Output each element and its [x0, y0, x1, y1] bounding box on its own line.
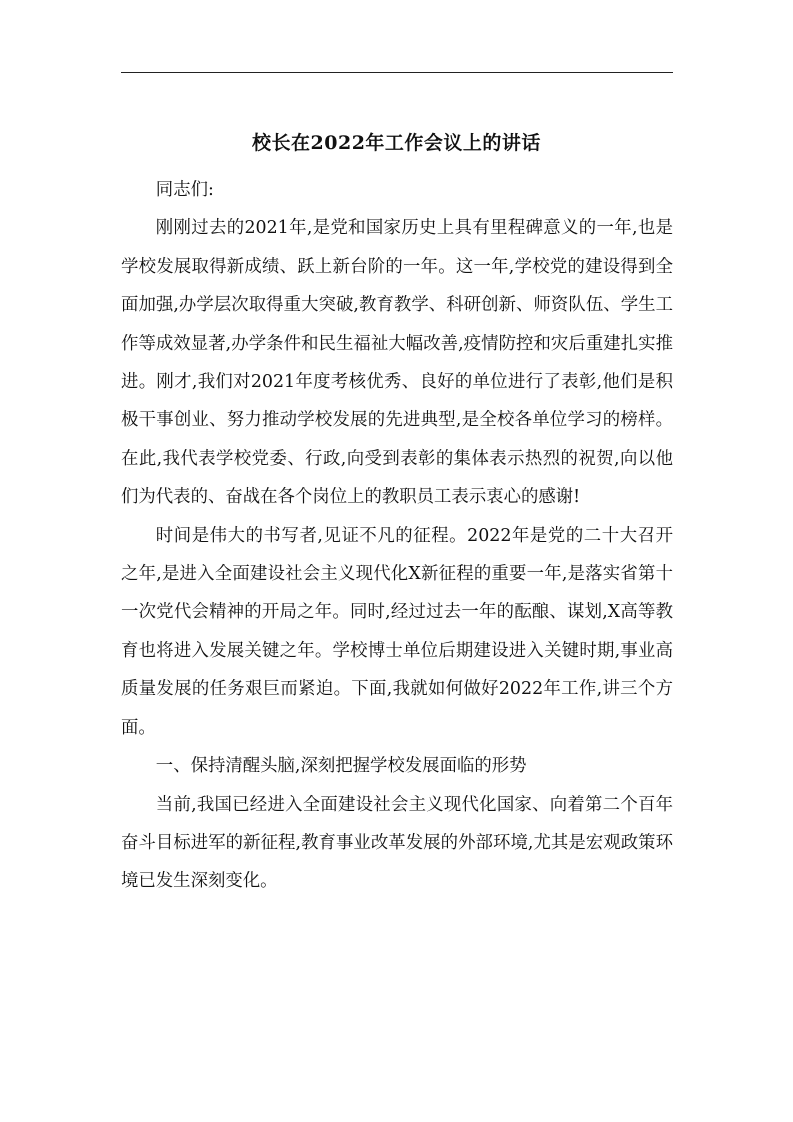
- document-body: [121, 171, 673, 901]
- body-paragraph: 当前,我国已经进入全面建设社会主义现代化国家、向着第二个百年奋斗目标进军的新征程,教育事业改革发展的外部环境,尤其是宏观政策环境已发生深刻变化。: [121, 794, 673, 892]
- section-heading: 一、保持清醒头脑,深刻把握学校发展面临的形势: [155, 756, 527, 777]
- document-title: 校长在2022年工作会议上的讲话: [252, 132, 541, 154]
- header-rule: [121, 72, 673, 73]
- salutation-paragraph: 同志们:: [155, 180, 214, 200]
- body-paragraph: 刚刚过去的2021年,是党和国家历史上具有里程碑意义的一年,也是学校发展取得新成绩、跃上新台阶的一年。这一年,学校党的建设得到全面加强,办学层次取得重大突破,教育教学、科研创新、师资队伍、学生工作等成效显著,办学条件和民生福祉大幅改善,疫情防控和灾后重建扎实推进。刚才,我们对2021年度考核优秀、良好的单位进行了表彰,他们是积极干事创业、努力推动学校发展的先进典型,是全校各单位学习的榜样。在此,我代表学校党委、行政,向受到表彰的集体表示热烈的祝贺,向以他们为代表的、奋战在各个岗位上的教职员工表示衷心的感谢!: [121, 218, 674, 508]
- body-paragraph: 时间是伟大的书写者,见证不凡的征程。2022年是党的二十大召开之年,是进入全面建设社会主义现代化X新征程的重要一年,是落实省第十一次党代会精神的开局之年。同时,经过过去一年的酝酿、谋划,X高等教育也将进入发展关键之年。学校博士单位后期建设进入关键时期,事业高质量发展的任务艰巨而紧迫。下面,我就如何做好2022年工作,讲三个方面。: [121, 525, 673, 738]
